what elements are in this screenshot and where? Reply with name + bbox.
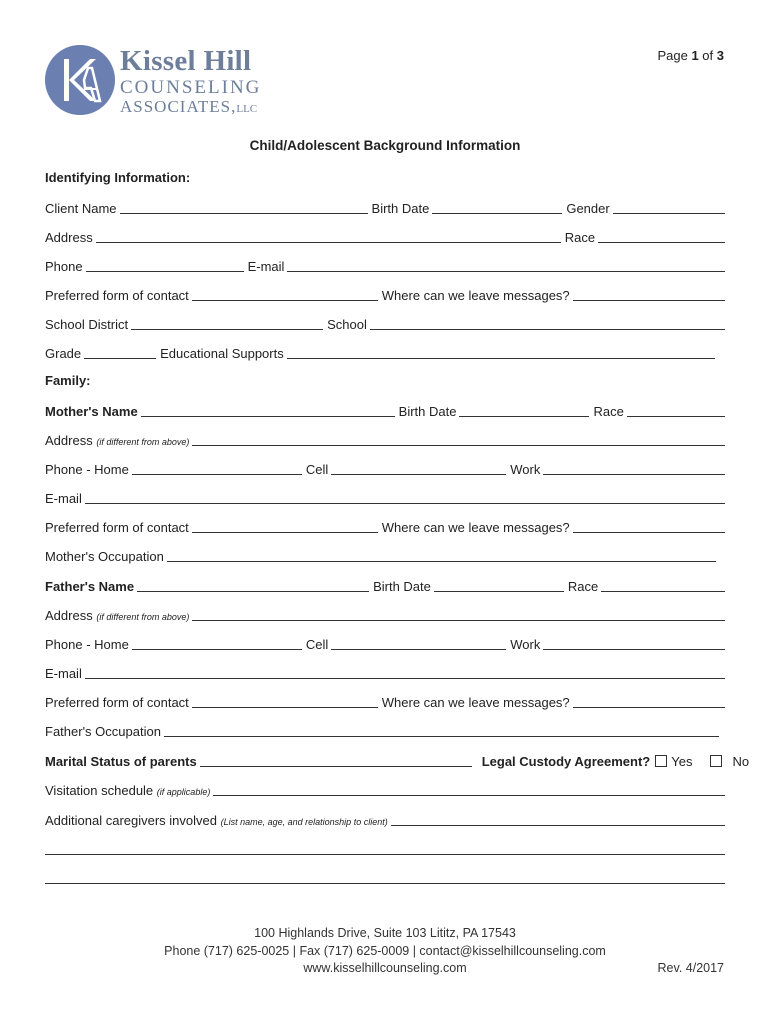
father-birth-date-label: Birth Date [373, 579, 431, 594]
mother-email-row [45, 488, 725, 506]
logo-line-2: COUNSELING [120, 77, 262, 98]
section-family-heading: Family: [45, 373, 91, 388]
father-preferred-contact-row [45, 692, 725, 710]
mothers-occupation-field[interactable] [167, 549, 716, 562]
mothers-occupation-label: Mother's Occupation [45, 549, 164, 564]
father-cell-field[interactable] [331, 637, 506, 650]
logo-llc: LLC [236, 103, 258, 115]
gender-label: Gender [566, 201, 610, 216]
father-work-field[interactable] [543, 637, 725, 650]
father-email-field[interactable] [85, 666, 725, 679]
caregivers-hint: (List name, age, and relationship to client) [220, 817, 388, 827]
footer-address: 100 Highlands Drive, Suite 103 Lititz, PA 17543 [254, 926, 516, 940]
school-field[interactable] [370, 317, 725, 330]
birth-date-field[interactable] [432, 201, 562, 214]
father-race-label: Race [567, 579, 599, 594]
father-address-hint: (if different from above) [96, 612, 190, 622]
father-address-text: Address [45, 608, 93, 623]
visitation-hint: (if applicable) [156, 787, 211, 797]
mothers-name-label: Mother's Name [45, 404, 138, 419]
page-number [657, 48, 724, 63]
page-prefix: Page [657, 48, 692, 63]
leave-messages-label: Where can we leave messages? [381, 288, 570, 303]
father-preferred-contact-field[interactable] [192, 695, 378, 708]
preferred-contact-field[interactable] [192, 288, 378, 301]
custody-no-label: No [732, 754, 750, 769]
custody-yes-checkbox[interactable] [655, 755, 667, 767]
client-name-row [45, 198, 725, 216]
mother-preferred-contact-label: Preferred form of contact [45, 520, 189, 535]
marital-status-field[interactable] [200, 754, 472, 767]
mother-work-field[interactable] [543, 462, 725, 475]
visitation-label [45, 783, 213, 798]
caregivers-extra-field-2[interactable] [45, 871, 725, 884]
father-address-field[interactable] [192, 608, 725, 621]
phone-row [45, 256, 725, 274]
father-leave-messages-field[interactable] [573, 695, 725, 708]
caregivers-row [45, 810, 725, 828]
leave-messages-field[interactable] [573, 288, 725, 301]
mother-address-field[interactable] [192, 433, 725, 446]
client-name-label: Client Name [45, 201, 117, 216]
gender-field[interactable] [613, 201, 725, 214]
logo-wordmark [120, 46, 261, 118]
caregivers-extra-row-2 [45, 868, 725, 886]
preferred-contact-row [45, 285, 725, 303]
phone-label: Phone [45, 259, 83, 274]
father-phone-home-label: Phone - Home [45, 637, 129, 652]
company-logo [44, 44, 262, 124]
footer-website[interactable]: www.kisselhillcounseling.com [303, 961, 467, 975]
email-label: E-mail [247, 259, 285, 274]
custody-no-option[interactable] [708, 754, 749, 769]
mother-phone-home-field[interactable] [132, 462, 302, 475]
fathers-name-row [45, 576, 725, 594]
caregivers-extra-field-1[interactable] [45, 842, 725, 855]
grade-row [45, 343, 725, 361]
address-label: Address [45, 230, 93, 245]
marital-status-row [45, 751, 750, 769]
race-label: Race [564, 230, 596, 245]
logo-line-3 [120, 98, 261, 118]
custody-no-checkbox[interactable] [710, 755, 722, 767]
mother-cell-label: Cell [305, 462, 329, 477]
father-email-row [45, 663, 725, 681]
page-mid: of [698, 48, 717, 63]
mothers-name-row [45, 401, 725, 419]
father-birth-date-field[interactable] [434, 579, 564, 592]
mother-address-label [45, 433, 192, 448]
mother-birth-date-field[interactable] [459, 404, 589, 417]
school-district-field[interactable] [131, 317, 323, 330]
address-row [45, 227, 725, 245]
birth-date-label: Birth Date [371, 201, 430, 216]
school-row [45, 314, 725, 332]
mother-leave-messages-label: Where can we leave messages? [381, 520, 570, 535]
caregivers-extra-row-1 [45, 839, 725, 857]
page-total: 3 [716, 48, 724, 63]
custody-yes-label: Yes [671, 754, 693, 769]
footer-contact: Phone (717) 625-0025 | Fax (717) 625-0009 | contact@kisselhillcounseling.com [164, 944, 606, 958]
legal-custody-label: Legal Custody Agreement? [481, 754, 651, 769]
father-address-row [45, 605, 725, 623]
mother-address-hint: (if different from above) [96, 437, 190, 447]
father-cell-label: Cell [305, 637, 329, 652]
mother-email-field[interactable] [85, 491, 725, 504]
caregivers-field[interactable] [391, 813, 725, 826]
mother-race-field[interactable] [627, 404, 725, 417]
mothers-occupation-row [45, 546, 725, 564]
mother-email-label: E-mail [45, 491, 82, 506]
visitation-row [45, 780, 725, 798]
father-email-label: E-mail [45, 666, 82, 681]
mother-work-label: Work [510, 462, 541, 477]
mother-phone-home-label: Phone - Home [45, 462, 129, 477]
visitation-field[interactable] [213, 783, 725, 796]
fathers-occupation-row [45, 721, 725, 739]
father-leave-messages-label: Where can we leave messages? [381, 695, 570, 710]
kha-monogram-icon [44, 44, 116, 116]
grade-field[interactable] [84, 346, 156, 359]
caregivers-label [45, 813, 391, 828]
fathers-name-field[interactable] [137, 579, 369, 592]
form-title: Child/Adolescent Background Information [249, 138, 521, 153]
caregivers-text: Additional caregivers involved [45, 813, 217, 828]
educational-supports-field[interactable] [287, 346, 715, 359]
father-address-label [45, 608, 192, 623]
client-name-field[interactable] [120, 201, 368, 214]
school-label: School [327, 317, 367, 332]
grade-label: Grade [45, 346, 82, 361]
phone-field[interactable] [86, 259, 244, 272]
father-preferred-contact-label: Preferred form of contact [45, 695, 189, 710]
address-field[interactable] [96, 230, 561, 243]
logo-line-1: Kissel Hill [120, 45, 252, 77]
mother-preferred-contact-field[interactable] [192, 520, 378, 533]
visitation-text: Visitation schedule [45, 783, 154, 798]
mother-address-row [45, 430, 725, 448]
preferred-contact-label: Preferred form of contact [45, 288, 189, 303]
mother-leave-messages-field[interactable] [573, 520, 725, 533]
section-identifying-heading: Identifying Information: [45, 170, 191, 185]
fathers-name-label: Father's Name [45, 579, 135, 594]
mothers-name-field[interactable] [141, 404, 395, 417]
father-work-label: Work [510, 637, 541, 652]
mother-race-label: Race [593, 404, 624, 419]
email-field[interactable] [287, 259, 725, 272]
mother-phone-row [45, 459, 725, 477]
mother-preferred-contact-row [45, 517, 725, 535]
custody-yes-option[interactable] [653, 754, 692, 769]
mother-address-text: Address [45, 433, 93, 448]
educational-supports-label: Educational Supports [160, 346, 284, 361]
father-phone-home-field[interactable] [132, 637, 302, 650]
marital-status-label: Marital Status of parents [45, 754, 197, 769]
revision-date: Rev. 4/2017 [657, 961, 724, 975]
mother-cell-field[interactable] [331, 462, 506, 475]
logo-line-3-text: ASSOCIATES, [120, 97, 237, 116]
father-race-field[interactable] [601, 579, 725, 592]
race-field[interactable] [598, 230, 725, 243]
mother-birth-date-label: Birth Date [398, 404, 457, 419]
fathers-occupation-field[interactable] [164, 724, 719, 737]
fathers-occupation-label: Father's Occupation [45, 724, 161, 739]
father-phone-row [45, 634, 725, 652]
page-current: 1 [691, 48, 699, 63]
school-district-label: School District [45, 317, 129, 332]
